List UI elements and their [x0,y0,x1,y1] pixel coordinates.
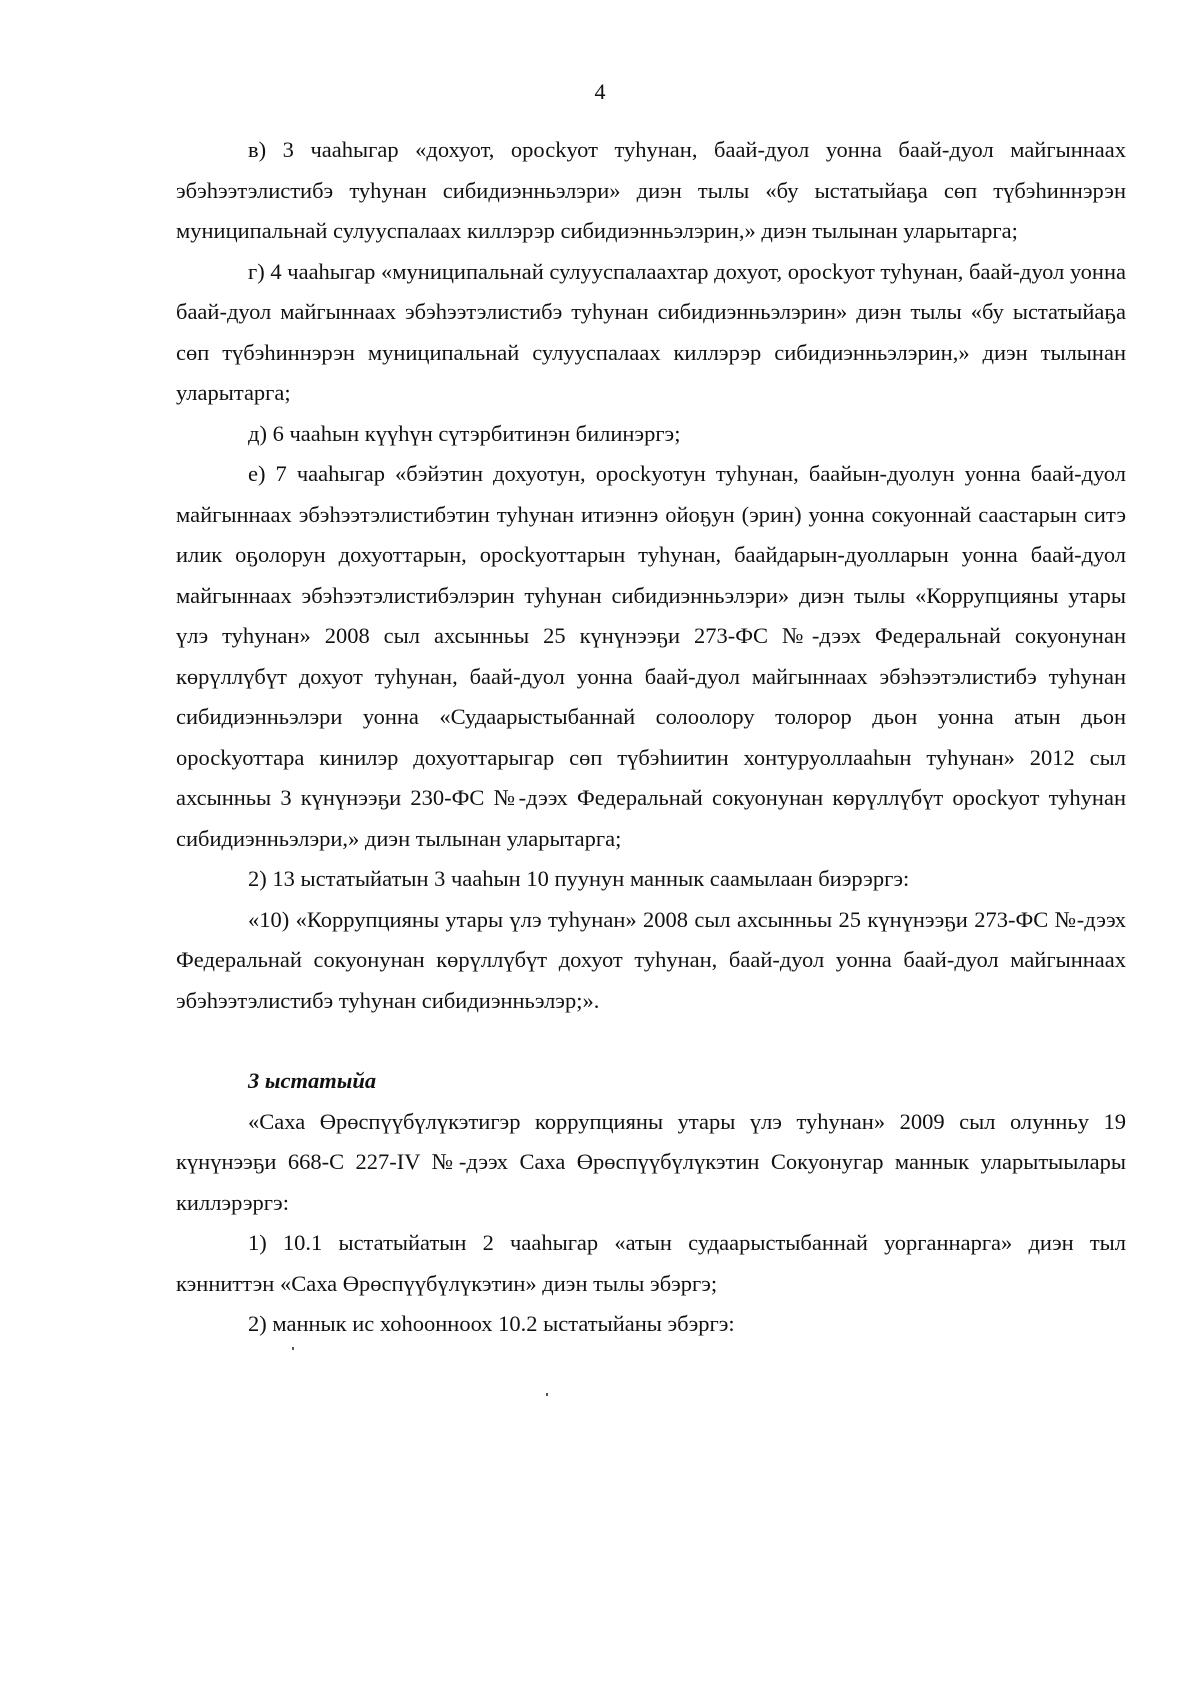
paragraph-article-item-1: 1) 10.1 ыстатыйатын 2 чааһыгар «атын судаарыстыбаннай уорганнарга» диэн тыл кэнниттэн «Саха Өрөспүүбүлүкэтин» диэн тылы эбэргэ; [176,1230,1126,1296]
paragraph-item-10: «10) «Коррупцияны утары үлэ туһунан» 2008 сыл ахсынньы 25 күнүнээҕи 273-ФС №-дээх Федеральнай сокуонунан көрүллүбүт дохуот туһунан, баай-дуол уонна баай-дуол майгыннаах эбэһээтэлистибэ туһунан сибидиэнньэлэр;». [176,906,1126,1013]
scan-speck [292,1347,294,1350]
paragraph-article-intro: «Саха Өрөспүүбүлүкэтигэр коррупцияны утары үлэ туһунан» 2009 сыл олунньу 19 күнүнээҕи 668-С 227-IV №-дээх Саха Өрөспүүбүлүкэтин Сокуонугар маннык уларытыылары киллэрэргэ: [176,1108,1126,1215]
section-gap [176,1021,1126,1061]
paragraph-g: г) 4 чааһыгар «муниципальнай сулууспалаахтар дохуот, оросkуот туһунан, баай-дуол уонна баай-дуол майгыннаах эбэһээтэлистибэ туһунан сибидиэнньэлэрин» диэн тылы «бу ыстатыйаҕа сөп түбэһиннэрэн муниципальнай сулууспалаах киллэрэр сибидиэнньэлэрин,» диэн тылынан уларытарга; [176,258,1126,405]
scan-speck [546,1393,548,1396]
paragraph-d: д) 6 чааһын күүһүн сүтэрбитинэн билинэргэ; [248,420,681,446]
article-title: 3 ыстатыйа [248,1068,377,1093]
page-number: 4 [594,79,606,104]
document-body [176,130,1126,1345]
paragraph-article-item-2: 2) маннык ис хоһоонноох 10.2 ыстатыйаны эбэргэ: [248,1311,735,1336]
paragraph-e: е) 7 чааһыгар «бэйэтин дохуотун, оросkуотун туһунан, баайын-дуолун уонна баай-дуол майгыннаах эбэһээтэлистибэтин туһунан итиэннэ ойоҕун (эрин) уонна сокуоннай саастарын ситэ илик оҕолорун дохуоттарын, оросkуоттарын туһунан, баайдарын-дуолларын уонна баай-дуол майгыннаах эбэһээтэлистибэлэрин туһунан сибидиэнньэлэри» диэн тылы «Коррупцияны утары үлэ туһунан» 2008 сыл ахсынньы 25 күнүнээҕи 273-ФС №-дээх Федеральнай сокуонунан көрүллүбүт дохуот туһунан, баай-дуол уонна баай-дуол майгыннаах эбэһээтэлистибэ туһунан сибидиэнньэлэри уонна «Судаарыстыбаннай солоолору толорор дьон уонна атын дьон оросkуоттара кинилэр дохуоттарыгар сөп түбэһиитин хонтуруоллааһын туһунан» 2012 сыл ахсынньы 3 күнүнээҕи 230-ФС №-дээх Федеральнай сокуонунан көрүллүбүт оросkуот туһунан сибидиэнньэлэри,» диэн тылынан уларытарга; [176,461,1126,851]
paragraph-item-2: 2) 13 ыстатыйатын 3 чааһын 10 пуунун маннык саамылаан биэрэргэ: [248,866,910,891]
paragraph-v: в) 3 чааһыгар «дохуот, оросkуот туһунан, баай-дуол уонна баай-дуол майгыннаах эбэһээтэлистибэ туһунан сибидиэнньэлэри» диэн тылы «бу ыстатыйаҕа сөп түбэһиннэрэн муниципальнай сулууспалаах киллэрэр сибидиэнньэлэрин,» диэн тылынан уларытарга; [176,137,1126,243]
